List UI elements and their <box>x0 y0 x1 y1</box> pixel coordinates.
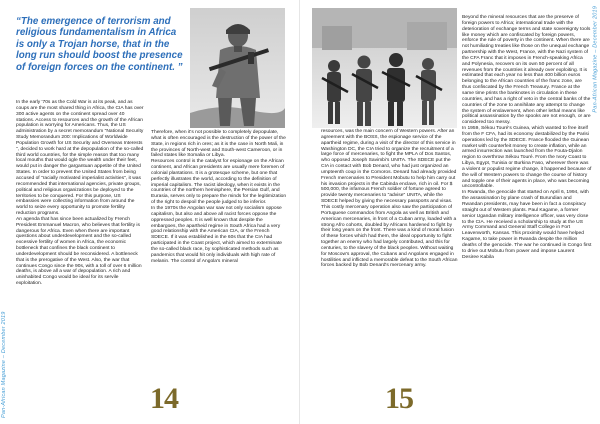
page-number-14: 14 <box>150 382 178 415</box>
children-photo <box>312 8 457 128</box>
side-credit-right: Pan-African Magazine – December 2019 <box>593 6 599 113</box>
pull-quote: “The emergence of terrorism and religious fundamentalism in Africa is only a Trojan horse, that in the long run should boost the presence of foreign forces on the continent. ” <box>16 16 183 73</box>
right-column-1: resources, was the main concern of Western powers. After an agreement with the BOSS, the espionage service of the apartheid regime, during a visit of the director of this service in Washington DC, the CIA tried to organize the recruitment of a large force of mercenaries, to fight the MPLA of Dos Santos, who opposed Joseph Savimbi's UNITA. The SDECE put the CIA in contact with Bob Denard, who had just organized an umpteenth coup in the Comoros. Denard had already provided French mercenaries to President Mobutu to help him carry out his invasion projects in the Cabinda enclave, rich in oil. For $ 500,000, the infamous French soldier of fortune agreed to provide twenty mercenaries to "advise" UNITA, while the SDECE helped by giving the necessary passports and visas. This costly mercenary operation also saw the participation of Portuguese commandos from Angola as well as British and American mercenaries, in front of a Cuban army, loaded with a strong Afro cohorts, doubled by Africans hardened to fight by their long years on the front. There was a kind of moral fusion of these forces which had them, the ideal opportunity to fight together an enemy who had largely contributed, and this for centuries, to the slavery of the black peoples. Without waiting for Moscow's approval, the Cubans and Angolans engaged in hostilities and inflicted a memorable defeat to the South African forces backed by Bob Denard's mercenary army. <box>321 129 458 269</box>
child-soldiers-illustration <box>312 8 457 128</box>
soldier-photo <box>190 8 285 128</box>
left-column-1: In the early '70s as the Cold War is at its peak, and as coups are the most shared thing in Africa, the CIA has over 300 active agents on the continent spread over 40 stations. Access to resources and the growth of the African population is worrying for Americans. Thus, the US administration by a secret memorandum "National Security Study Memorandum 200: Implications of Worldwide Population Growth for US Security and Overseas Interests ", decided to work hard at the depopulation of the so-called third world countries, for the simple reason that too many local mouths that would ogle the wealth under their feet, would put in danger the gargantuan appetite of the United States. In order to prevent the United States from being accused of "racially motivated imperialist activities", it was recommended that international agencies, private groups, political and religious organizations be deployed to the territories to be conquered. For this purpose, US embassies were collecting information from around the world to seize every opportunity to promote fertility reduction programs. An agenda that has since been actualized by French President Emmanuel Macron, who believes that fertility is dangerous for Africa. Even when there are important questions about underdevelopment and the so-called excessive fertility of women in Africa, the economic bottleneck that confines the black continent to underdevelopment should be reconsidered. A bottleneck that is the prerogative of the West. Also, the war that continues Congo since the 90s, with a toll of over 6 million deaths, is above all a war of depopulation. A rich and uninhabited Congo would be ideal for its servile exploitation. <box>16 100 144 287</box>
right-page <box>300 0 600 424</box>
side-credit-left: Pan-African Magazine – December 2019 <box>1 311 7 418</box>
page-number-15: 15 <box>385 382 413 415</box>
left-column-2: Therefore, when it's not possible to completely depopulate, what is often encouraged is the destruction of the power of the State, in regions rich in ores; as it is the case in North Mali, in the provinces of North-west and South-west Cameroon, or in failed states like Somalia or Libya. Resources control is the catalyst for espionage on the African continent, and African presidents are usually mere foremen of colonial plantations. It is a grotesque scheme, but one that perfectly illustrates the world, according to the definition of imperial capitalism. The racist ideology, when it exists in the countries of the northern hemisphere, the Persian Gulf, and Eurasia, serves only to prepare the minds for the legitimization of the right to despoil the people judged to be inferior. In the 1970s the Angolan war saw not only socialism oppose capitalism, but also and above all racist forces oppose the oppressed peoples. It is well known that despite the embargoes, the apartheid regime in South Africa had a very good relationship with the American CIA, or the French SDECE. If it was established in the 60s that the CIA had participated in the Coast project, which aimed to exterminate the so-called black race, by sophisticated methods such as pandemics that would hit only individuals with high rate of melanin. The control of Angola's mineral <box>151 130 287 264</box>
soldier-illustration <box>190 8 285 128</box>
right-column-2: Beyond the mineral resources that are the preserve of foreign powers to Africa; international trade with the deterioration of exchange terms and state sovereignty tools like money which are confiscated by foreign powers, enforce the rule of poverty in the continent. When there are not humiliating treaties like those on the unequal exchange partnership with the West, France, with the Nazi system of the CFA Franc that it imposes in French-speaking Africa and Polynesia, recovers on its own 50 percent of all revenues from the countries it already over exploiting. It is estimated that each year no less than 400 billion euros belonging to the African countries of the franc zone, are thus confiscated by the French Treasury. France at the same time prints the banknotes in circulation in these countries, and has a right of veto in the central banks of the countries of the zone to annihilate any attempt to change the system of enslavement, when other lethal means like political assassination by the spooks are not enough, or are considered too messy. In 1959, Sékou Touré's Guinea, which wanted to free itself from the F CFA, had its economy destabilized by the Parisi operations led by the SDECE. France flooded the Guinean market with counterfeit money to create inflation, while an armed insurrection was launched from the Fouta-Djalon region to overthrow Sékou Touré. From the Ivory Coast to Libya, Egypt, Tunisia or Burkina Faso, wherever there was a violent or populist regime change, it happened because of the will of Western powers to change the course of history and topple one of their agents in place, who was becoming uncontrollable. In Rwanda, the genocide that started on April 6, 1994, with the assassination by plane crash of Burundian and Rwandan presidents, may have been in fact a conspiracy straight out of Western plants. Paul Kagame, a former senior Ugandan military intelligence officer, was very close to the CIA. He received a scholarship to study at the US Army Command and General Staff College in Fort Leavenworth, Kansas. This proximity would have helped Kagame, to take power in Rwanda despite the million deaths of the genocide. The war he continued in Congo first to drive out Mobutu from power and impose Laurent Desiree Kabila <box>462 15 592 260</box>
